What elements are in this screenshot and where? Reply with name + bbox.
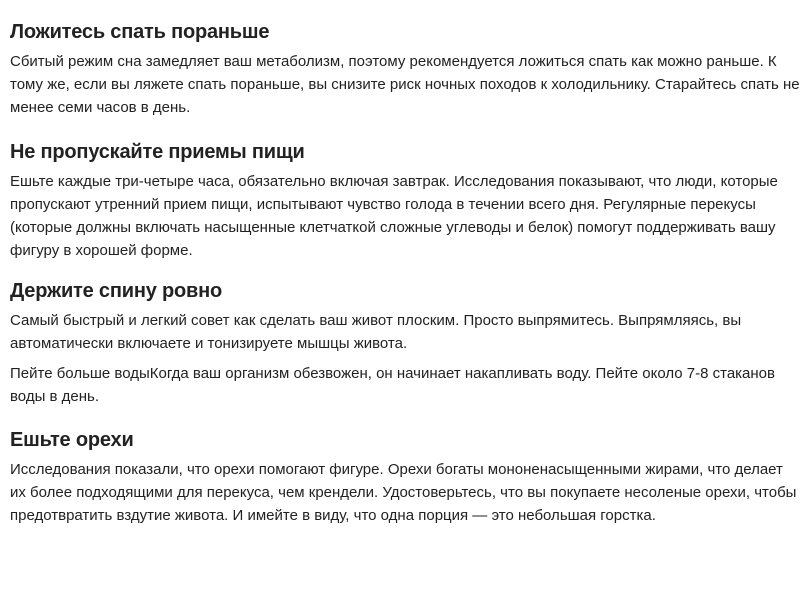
section-paragraph: Ешьте каждые три-четыре часа, обязательно включая завтрак. Исследования показывают, что люди, которые пропускают утренний прием пищи, испытывают чувство голода в течении всего дня. Регулярные перекусы (которые должны включать насыщенные клетчаткой сложные углеводы и белок) помогут поддерживать вашу фигуру в хорошей форме. xyxy=(10,173,778,259)
section-dont-skip-meals xyxy=(10,140,800,262)
section-heading: Не пропускайте приемы пищи xyxy=(10,141,305,163)
section-heading: Ешьте орехи xyxy=(10,429,134,451)
section-eat-nuts xyxy=(10,428,800,527)
section-paragraph: Исследования показали, что орехи помогают фигуре. Орехи богаты мононенасыщенными жирами, что делает их более подходящими для перекуса, чем крендели. Удостоверьтесь, что вы покупаете несоленые орехи, чтобы предотвратить вздутие живота. И имейте в виду, что одна порция — это небольшая горстка. xyxy=(10,461,797,524)
section-paragraph: Пейте больше водыКогда ваш организм обезвожен, он начинает накапливать воду. Пейте около 7-8 стаканов воды в день. xyxy=(10,365,775,405)
section-heading: Ложитесь спать пораньше xyxy=(10,21,270,43)
section-sleep-early xyxy=(10,20,800,119)
section-heading: Держите спину ровно xyxy=(10,280,223,302)
article-body xyxy=(0,20,800,527)
section-keep-back-straight xyxy=(10,279,800,408)
section-paragraph: Самый быстрый и легкий совет как сделать ваш живот плоским. Просто выпрямитесь. Выпрямляясь, вы автоматически включаете и тонизируете мышцы живота. xyxy=(10,312,742,352)
section-paragraph: Сбитый режим сна замедляет ваш метаболизм, поэтому рекомендуется ложиться спать как можно раньше. К тому же, если вы ляжете спать пораньше, вы снизите риск ночных походов к холодильнику. Старайтесь спать не менее семи часов в день. xyxy=(10,53,800,116)
